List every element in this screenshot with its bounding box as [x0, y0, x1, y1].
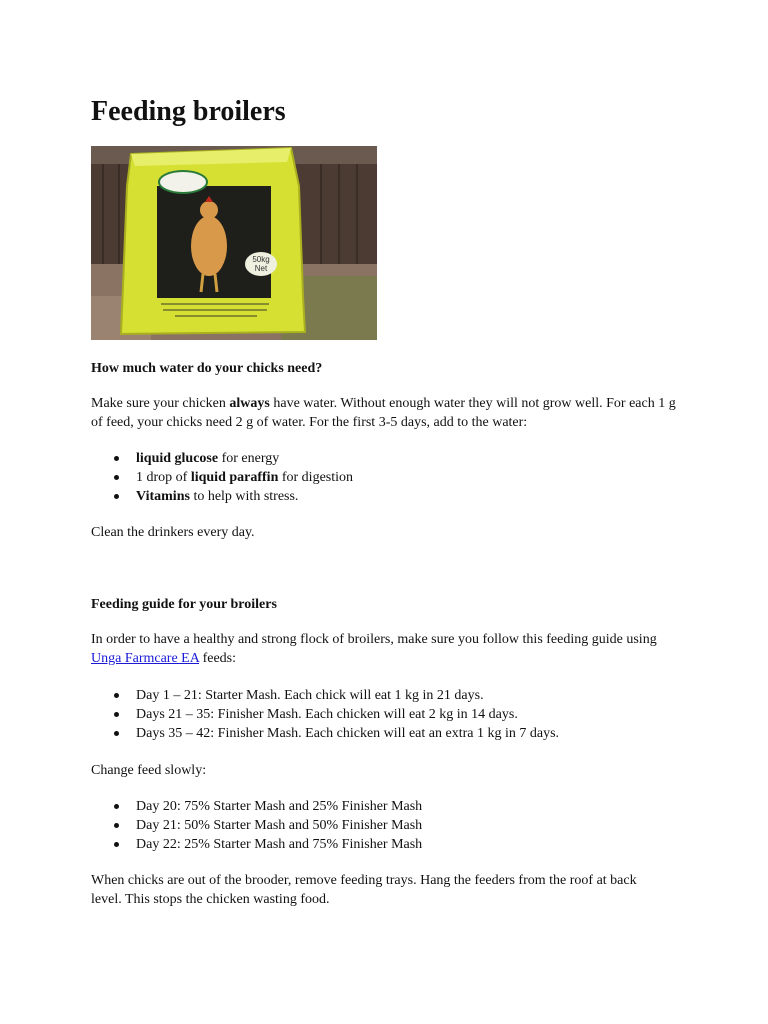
- feed-bag-illustration: [91, 146, 377, 340]
- feeding-intro-text-2: feeds:: [199, 651, 237, 666]
- feeding-heading: Feeding guide for your broilers: [91, 597, 277, 612]
- feed-bag-photo: [91, 146, 377, 340]
- feed-transition-list: [91, 797, 681, 854]
- feeders-note: When chicks are out of the brooder, remove feeding trays. Hang the feeders from the roof at back level. This stops the chicken wasting food.: [91, 873, 637, 907]
- list-item: Day 22: 25% Starter Mash and 75% Finisher Mash: [91, 835, 681, 854]
- water-paragraph-text-2: have water. Without enough water they will not grow well. For each 1 g of feed, your chicks need 2 g of water. For the first 3-5 days, add to the water:: [91, 396, 676, 430]
- list-item: Day 20: 75% Starter Mash and 25% Finisher Mash: [91, 797, 681, 816]
- water-additives-list: [91, 449, 681, 506]
- drinkers-note: Clean the drinkers every day.: [91, 525, 255, 540]
- water-paragraph-emphasis: always: [229, 396, 270, 411]
- feeding-intro-text: In order to have a healthy and strong flock of broilers, make sure you follow this feeding guide using: [91, 632, 657, 647]
- list-item: 1 drop of liquid paraffin for digestion: [91, 468, 681, 487]
- water-paragraph-text: Make sure your chicken: [91, 396, 230, 411]
- bag-net-label: Net: [254, 264, 268, 273]
- unga-farmcare-link[interactable]: Unga Farmcare EA: [91, 651, 200, 666]
- bag-weight-label: 50kg: [252, 255, 270, 264]
- feeding-intro: [91, 630, 681, 668]
- water-heading: How much water do your chicks need?: [91, 361, 323, 376]
- list-item: liquid glucose for energy: [91, 449, 681, 468]
- list-item: Days 21 – 35: Finisher Mash. Each chicken will eat 2 kg in 14 days.: [91, 705, 681, 724]
- water-paragraph: [91, 394, 681, 432]
- list-item: Days 35 – 42: Finisher Mash. Each chicken will eat an extra 1 kg in 7 days.: [91, 724, 681, 743]
- feeding-schedule-list: [91, 686, 681, 743]
- page-title: Feeding broilers: [91, 96, 286, 127]
- list-item: Day 21: 50% Starter Mash and 50% Finisher Mash: [91, 816, 681, 835]
- change-feed-label: Change feed slowly:: [91, 763, 207, 778]
- list-item: Day 1 – 21: Starter Mash. Each chick will eat 1 kg in 21 days.: [91, 686, 681, 705]
- list-item: Vitamins to help with stress.: [91, 487, 681, 506]
